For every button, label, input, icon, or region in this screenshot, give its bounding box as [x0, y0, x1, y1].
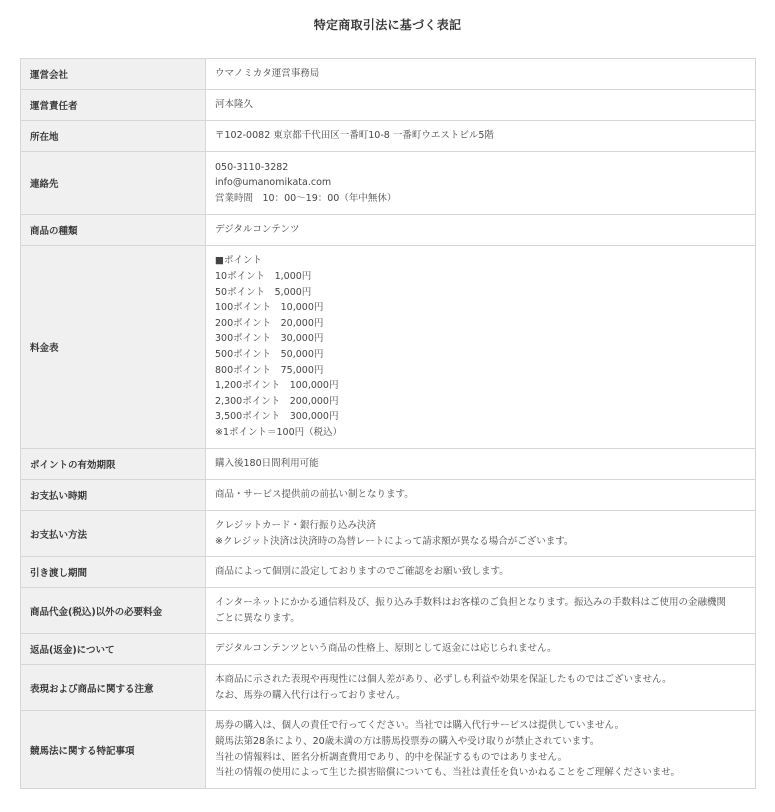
row-value: [206, 449, 756, 480]
value-line: 河本隆久: [215, 99, 254, 111]
value-line: 競馬法第28条により、20歳未満の方は勝馬投票券の購入や受け取りが禁止されています。: [215, 735, 600, 747]
value-line: インターネットにかかる通信料及び、振り込み手数料はお客様のご負担となります。振込みの手数料はご使用の金融機関: [215, 596, 727, 608]
price-line: ■ポイント: [215, 255, 262, 267]
row-label: 返品(返金)について: [21, 634, 206, 665]
price-line: 100ポイント 10,000円: [215, 302, 324, 314]
value-line: ごとに異なります。: [215, 612, 300, 624]
row-value: [206, 480, 756, 511]
row-address: [21, 121, 756, 152]
value-line: 購入後180日間利用可能: [215, 458, 319, 470]
price-line: 500ポイント 50,000円: [215, 349, 324, 360]
value-note: ※クレジット決済は決済時の為替レートによって請求額が異なる場合がございます。: [215, 535, 574, 547]
row-value: [206, 59, 756, 90]
row-value: [206, 557, 756, 588]
row-value: [206, 665, 756, 711]
row-payment-method: [21, 511, 756, 557]
value-line: 〒102-0082 東京都千代田区一番町10-8 一番町ウエストビル5階: [215, 130, 494, 142]
value-line: 馬券の購入は、個人の責任で行ってください。当社では購入代行サービスは提供していません。: [215, 720, 625, 732]
row-label: 商品代金(税込)以外の必要料金: [21, 588, 206, 634]
value-line: デジタルコンテンツという商品の性格上、原則として返金には応じられません。: [215, 643, 557, 655]
row-label: 表現および商品に関する注意: [21, 665, 206, 711]
value-line: なお、馬券の購入代行は行っておりません。: [215, 689, 406, 701]
row-label: 料金表: [21, 246, 206, 449]
legal-notice-table: [20, 58, 756, 789]
row-value: [206, 634, 756, 665]
price-line: 300ポイント 30,000円: [215, 333, 324, 345]
row-delivery-period: [21, 557, 756, 588]
row-expression-notice: [21, 665, 756, 711]
row-operations-manager: [21, 90, 756, 121]
contact-phone: 050-3110-3282: [215, 161, 289, 173]
row-value: [206, 90, 756, 121]
value-line: デジタルコンテンツ: [215, 224, 300, 236]
row-label: 運営会社: [21, 59, 206, 90]
price-line: 200ポイント 20,000円: [215, 317, 324, 329]
price-line: 800ポイント 75,000円: [215, 364, 324, 376]
contact-email: info@umanomikata.com: [215, 177, 332, 189]
value-line: 本商品に示された表現や再現性には個人差があり、必ずしも利益や効果を保証したものではございません。: [215, 673, 672, 685]
price-note: ※1ポイント＝100円（税込）: [215, 426, 343, 438]
row-label: 商品の種類: [21, 215, 206, 246]
price-line: 1,200ポイント 100,000円: [215, 380, 339, 392]
value-line: ウマノミカタ運営事務局: [215, 68, 320, 80]
row-additional-fees: [21, 588, 756, 634]
price-line: 10ポイント 1,000円: [215, 271, 312, 283]
value-line: 商品によって個別に設定しておりますのでご確認をお願い致します。: [215, 566, 509, 578]
row-value: [206, 215, 756, 246]
row-label: 運営責任者: [21, 90, 206, 121]
row-label: お支払い方法: [21, 511, 206, 557]
price-line: 2,300ポイント 200,000円: [215, 395, 339, 407]
row-product-type: [21, 215, 756, 246]
page-title: 特定商取引法に基づく表記: [313, 18, 462, 32]
row-contact: [21, 152, 756, 215]
row-label: 所在地: [21, 121, 206, 152]
contact-hours: 営業時間 10：00〜19：00（年中無休）: [215, 192, 397, 204]
row-label: 競馬法に関する特記事項: [21, 711, 206, 789]
price-line: 50ポイント 5,000円: [215, 286, 312, 298]
row-label: ポイントの有効期限: [21, 449, 206, 480]
row-value: [206, 588, 756, 634]
row-horse-racing-law: [21, 711, 756, 789]
row-value: [206, 152, 756, 215]
row-label: お支払い時期: [21, 480, 206, 511]
row-value: [206, 711, 756, 789]
value-line: クレジットカード・銀行振り込み決済: [215, 519, 376, 531]
row-refund-policy: [21, 634, 756, 665]
row-label: 連絡先: [21, 152, 206, 215]
price-line: 3,500ポイント 300,000円: [215, 411, 339, 423]
row-label: 引き渡し期間: [21, 557, 206, 588]
value-line: 当社の情報料は、匿名分析調査費用であり、的中を保証するものではありません。: [215, 751, 568, 763]
row-price-list: [21, 246, 756, 449]
row-value: [206, 511, 756, 557]
row-operating-company: [21, 59, 756, 90]
row-payment-timing: [21, 480, 756, 511]
value-line: 商品・サービス提供前の前払い制となります。: [215, 489, 414, 501]
row-point-expiry: [21, 449, 756, 480]
value-line: 当社の情報の使用によって生じた損害賠償についても、当社は責任を負いかねることをご理解くださいませ。: [215, 767, 681, 779]
title-spacer: [0, 42, 775, 58]
row-value: [206, 246, 756, 449]
row-value: [206, 121, 756, 152]
